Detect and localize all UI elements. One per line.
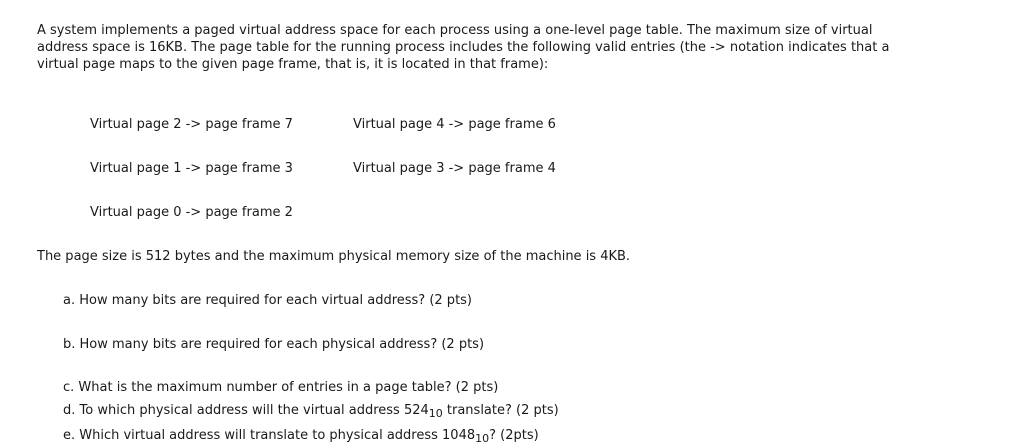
question-c: c. What is the maximum number of entries in a page table? (2 pts) bbox=[63, 380, 499, 395]
intro-line-3: virtual page maps to the given page frame, that is, it is located in that frame): bbox=[37, 57, 549, 72]
question-b: b. How many bits are required for each physical address? (2 pts) bbox=[63, 337, 485, 352]
intro-line-1: A system implements a paged virtual address space for each process using a one-level page table. The maximum size of virtual bbox=[37, 23, 873, 38]
mapping-virtual-page-3: Virtual page 3 -> page frame 4 bbox=[353, 161, 556, 176]
question-d bbox=[63, 403, 559, 418]
question-a: a. How many bits are required for each virtual address? (2 pts) bbox=[63, 293, 473, 308]
question-e-tail: ? (2pts) bbox=[489, 428, 539, 443]
mapping-virtual-page-0: Virtual page 0 -> page frame 2 bbox=[90, 205, 293, 220]
intro-line-2: address space is 16KB. The page table for the running process includes the following valid entries (the -> notation indicates that a bbox=[37, 40, 890, 55]
mapping-virtual-page-1: Virtual page 1 -> page frame 3 bbox=[90, 161, 293, 176]
question-d-text: d. To which physical address will the virtual address 524 bbox=[63, 403, 429, 418]
question-e bbox=[63, 428, 539, 443]
mapping-virtual-page-4: Virtual page 4 -> page frame 6 bbox=[353, 117, 556, 132]
page-size-statement: The page size is 512 bytes and the maximum physical memory size of the machine is 4KB. bbox=[37, 249, 631, 264]
question-e-text: e. Which virtual address will translate to physical address 1048 bbox=[63, 428, 476, 443]
question-e-base: 10 bbox=[475, 432, 490, 445]
question-d-tail: translate? (2 pts) bbox=[442, 403, 559, 418]
problem-intro bbox=[37, 22, 977, 73]
mapping-virtual-page-2: Virtual page 2 -> page frame 7 bbox=[90, 117, 293, 132]
question-d-base: 10 bbox=[428, 407, 443, 420]
